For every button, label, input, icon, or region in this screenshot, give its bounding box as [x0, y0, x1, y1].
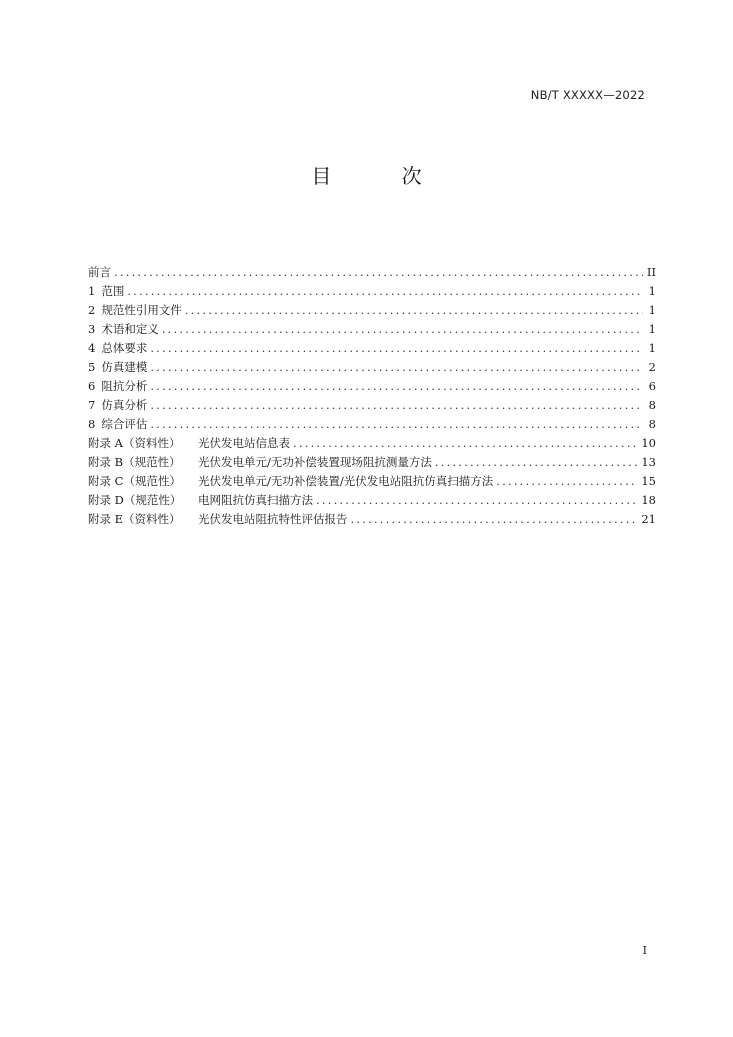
- toc-entry-label: 前言: [88, 265, 111, 279]
- toc-entry-label: 电网阻抗仿真扫描方法: [198, 493, 313, 507]
- page-title: 目 次: [311, 164, 454, 188]
- toc-entry-page: 21: [641, 512, 656, 526]
- toc-entry-page: 8: [648, 417, 656, 431]
- leader-dots: [293, 434, 638, 453]
- toc-entry-page: 1: [648, 341, 656, 355]
- toc-entry-simulation-analysis[interactable]: [88, 396, 656, 415]
- toc-appendix-tag: 附录 C（规范性）: [88, 474, 181, 488]
- table-of-contents: [88, 263, 656, 529]
- toc-entry-appendix-b[interactable]: [88, 453, 656, 472]
- toc-entry-page: 1: [648, 284, 656, 298]
- toc-entry-number: 3: [88, 322, 96, 336]
- leader-dots: [185, 301, 643, 320]
- toc-entry-page: 8: [648, 398, 656, 412]
- toc-entry-foreword[interactable]: [88, 263, 656, 282]
- toc-entry-label: 阻抗分析: [101, 379, 148, 393]
- leader-dots: [127, 282, 643, 301]
- toc-entry-appendix-d[interactable]: [88, 491, 656, 510]
- toc-entry-scope[interactable]: [88, 282, 656, 301]
- toc-entry-normative-references[interactable]: [88, 301, 656, 320]
- toc-entry-comprehensive-assessment[interactable]: [88, 415, 656, 434]
- toc-entry-simulation-modeling[interactable]: [88, 358, 656, 377]
- toc-entry-label: 光伏发电站阻抗特性评估报告: [198, 512, 348, 526]
- toc-entry-number: 1: [88, 284, 96, 298]
- leader-dots: [150, 415, 643, 434]
- leader-dots: [150, 358, 643, 377]
- toc-appendix-tag: 附录 B（规范性）: [88, 455, 181, 469]
- toc-entry-label: 仿真分析: [101, 398, 148, 412]
- toc-entry-number: 8: [88, 417, 96, 431]
- toc-entry-appendix-a[interactable]: [88, 434, 656, 453]
- toc-entry-label: 仿真建模: [101, 360, 148, 374]
- toc-entry-page: 6: [648, 379, 656, 393]
- leader-dots: [496, 472, 638, 491]
- toc-entry-page: 10: [641, 436, 656, 450]
- leader-dots: [150, 396, 643, 415]
- toc-entry-page: 13: [641, 455, 656, 469]
- leader-dots: [351, 510, 639, 529]
- toc-entry-page: 18: [641, 493, 656, 507]
- toc-entry-label: 总体要求: [101, 341, 148, 355]
- leader-dots: [316, 491, 638, 510]
- page-number: I: [642, 944, 647, 957]
- leader-dots: [435, 453, 638, 472]
- toc-entry-label: 规范性引用文件: [101, 303, 182, 317]
- document-code: NB/T XXXXX—2022: [530, 88, 645, 102]
- toc-entry-label: 范围: [101, 284, 125, 298]
- toc-entry-appendix-c[interactable]: [88, 472, 656, 491]
- toc-entry-page: 15: [641, 474, 656, 488]
- toc-entry-page: II: [646, 265, 656, 279]
- toc-appendix-tag: 附录 D（规范性）: [88, 493, 182, 507]
- toc-appendix-tag: 附录 E（资料性）: [88, 512, 181, 526]
- toc-entry-page: 1: [648, 322, 656, 336]
- toc-entry-appendix-e[interactable]: [88, 510, 656, 529]
- toc-entry-label: 光伏发电单元/无功补偿装置现场阻抗测量方法: [198, 455, 432, 469]
- toc-entry-terms-definitions[interactable]: [88, 320, 656, 339]
- toc-entry-page: 2: [648, 360, 656, 374]
- toc-entry-label: 综合评估: [101, 417, 148, 431]
- toc-entry-number: 7: [88, 398, 96, 412]
- toc-entry-general-requirements[interactable]: [88, 339, 656, 358]
- toc-entry-number: 6: [88, 379, 96, 393]
- toc-entry-label: 光伏发电站信息表: [198, 436, 290, 450]
- toc-entry-number: 2: [88, 303, 96, 317]
- leader-dots: [114, 263, 643, 282]
- toc-appendix-tag: 附录 A（资料性）: [88, 436, 181, 450]
- leader-dots: [162, 320, 643, 339]
- toc-entry-number: 4: [88, 341, 96, 355]
- toc-entry-number: 5: [88, 360, 96, 374]
- leader-dots: [150, 339, 643, 358]
- toc-entry-label: 术语和定义: [101, 322, 159, 336]
- toc-entry-impedance-analysis[interactable]: [88, 377, 656, 396]
- toc-entry-label: 光伏发电单元/无功补偿装置/光伏发电站阻抗仿真扫描方法: [198, 474, 494, 488]
- leader-dots: [150, 377, 643, 396]
- toc-entry-page: 1: [648, 303, 656, 317]
